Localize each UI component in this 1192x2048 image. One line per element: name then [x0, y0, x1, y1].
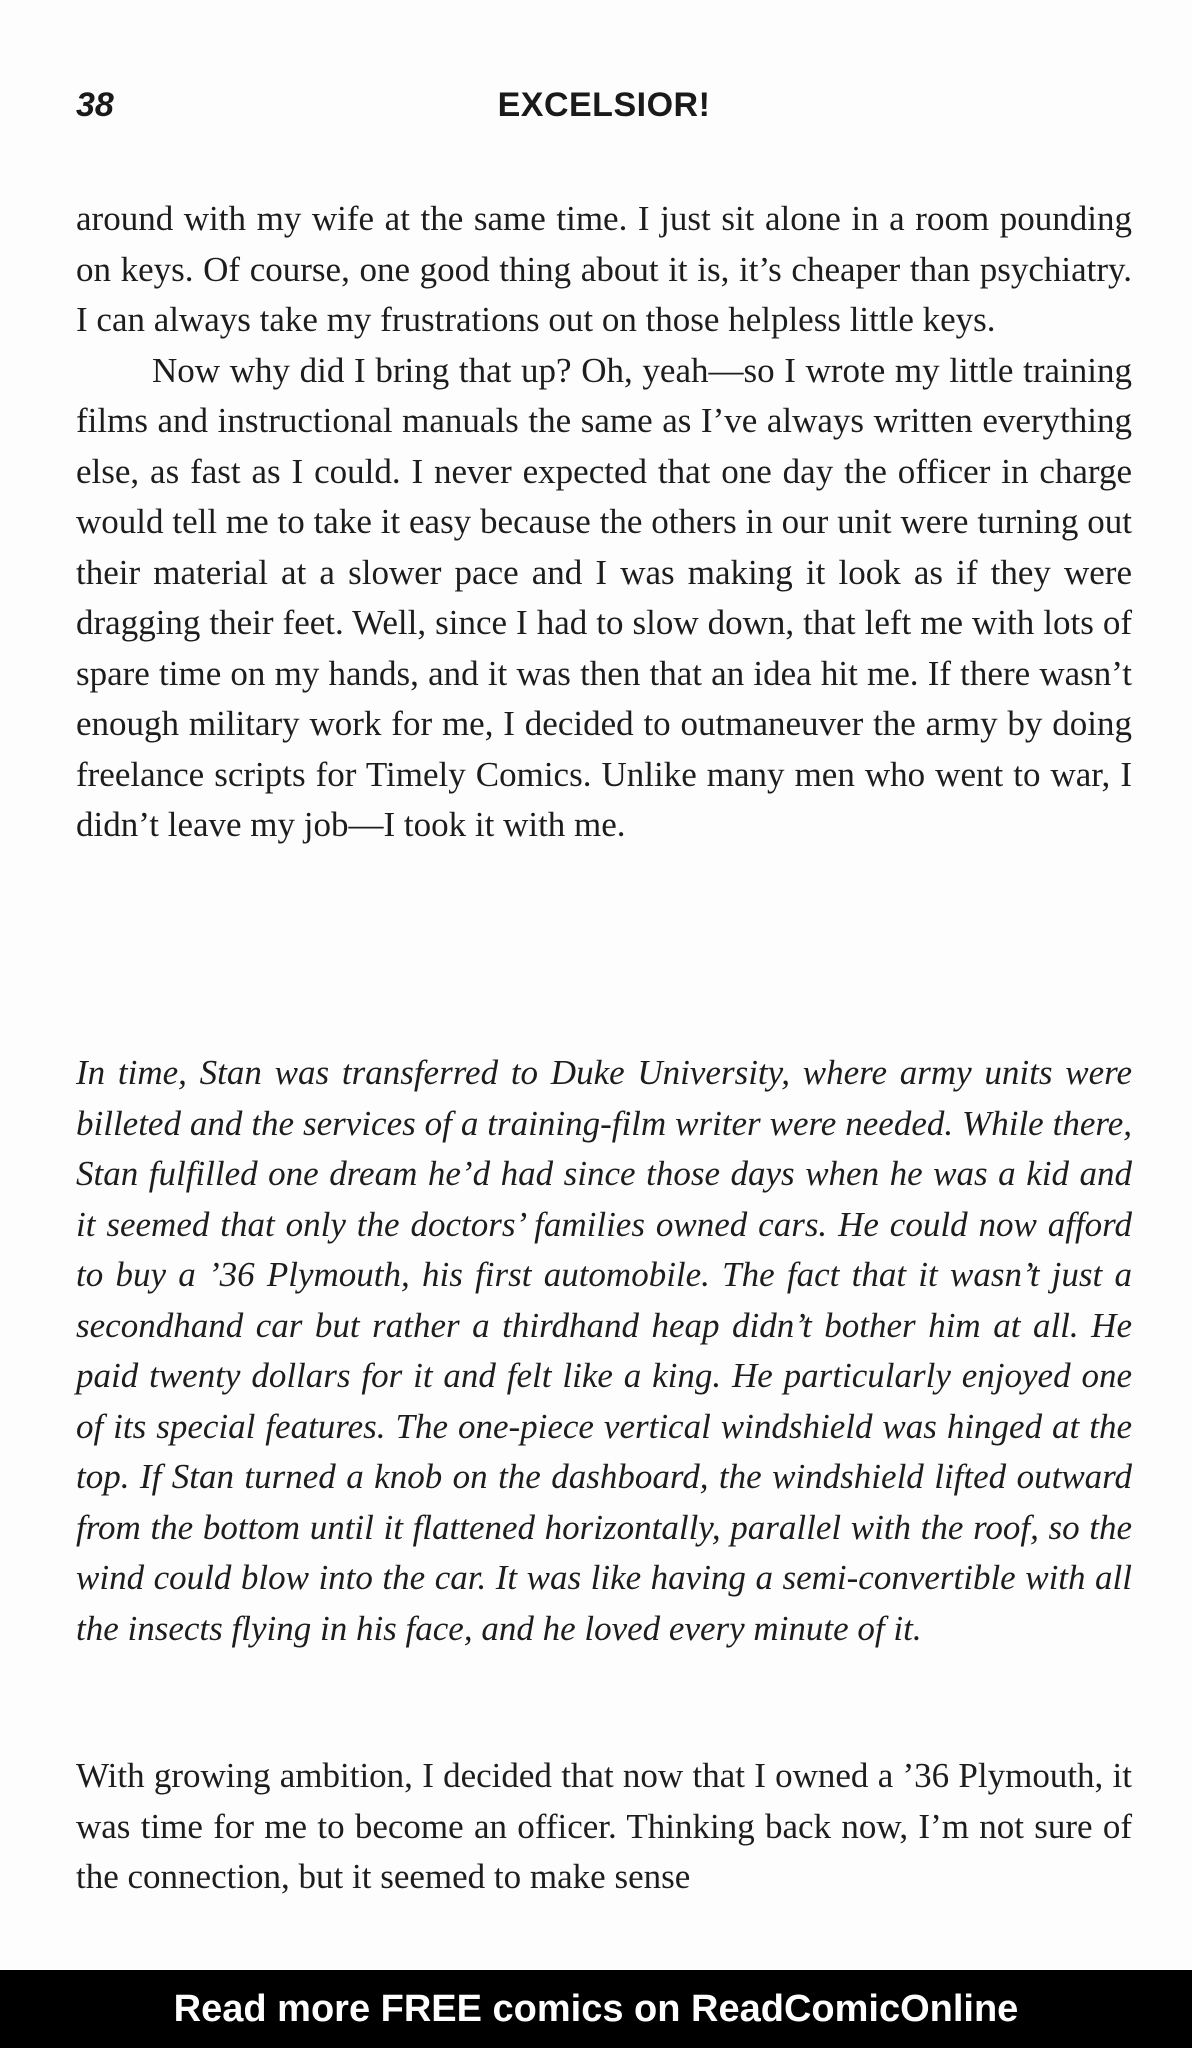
book-title: EXCELSIOR! — [497, 86, 711, 124]
promo-banner-text[interactable]: Read more FREE comics on ReadComicOnline — [173, 1988, 1019, 2030]
promo-banner[interactable] — [0, 1970, 1192, 2048]
paragraph-continuation: around with my wife at the same time. I just sit alone in a room pounding on keys. Of course, one good thing about it is, it’s cheaper than psychiatry. I can always take my frustrations out on those helpless little keys. — [76, 199, 1132, 339]
paragraph-growing-ambition: With growing ambition, I decided that now that I owned a ’36 Plymouth, it was time for me to become an officer. Thinking back now, I’m not sure of the connection, but it seemed to make sense — [76, 1756, 1132, 1896]
paragraph-duke-university: In time, Stan was transferred to Duke University, where army units were billeted and the services of a training-film writer were needed. While there, Stan fulfilled one dream he’d had since those days when he was a kid and it seemed that only the doctors’ families owned cars. He could now afford to buy a ’36 Plymouth, his first automobile. The fact that it wasn’t just a secondhand car but rather a thirdhand heap didn’t bother him at all. He paid twenty dollars for it and felt like a king. He particularly enjoyed one of its special features. The one-piece vertical windshield was hinged at the top. If Stan turned a knob on the dashboard, the windshield lifted outward from the bottom until it flattened horizontally, parallel with the roof, so the wind could blow into the car. It was like having a semi-convertible with all the insects flying in his face, and he loved every minute of it. — [76, 1053, 1132, 1648]
narration-text-block — [76, 1048, 1132, 1654]
paragraph-training-films: Now why did I bring that up? Oh, yeah—so I wrote my little training films and instructional manuals the same as I’ve always written everything else, as fast as I could. I never expected that one day the officer in charge would tell me to take it easy because the others in our unit were turning out their material at a slower pace and I was making it look as if they were dragging their feet. Well, since I had to slow down, that left me with lots of spare time on my hands, and it was then that an idea hit me. If there wasn’t enough military work for me, I decided to outmaneuver the army by doing freelance scripts for Timely Comics. Unlike many men who went to war, I didn’t leave my job—I took it with me. — [76, 350, 1132, 844]
memoir-text-block — [76, 194, 1132, 851]
running-head — [76, 80, 1132, 130]
page-number: 38 — [76, 86, 114, 124]
memoir-text-block-2 — [76, 1751, 1132, 1903]
